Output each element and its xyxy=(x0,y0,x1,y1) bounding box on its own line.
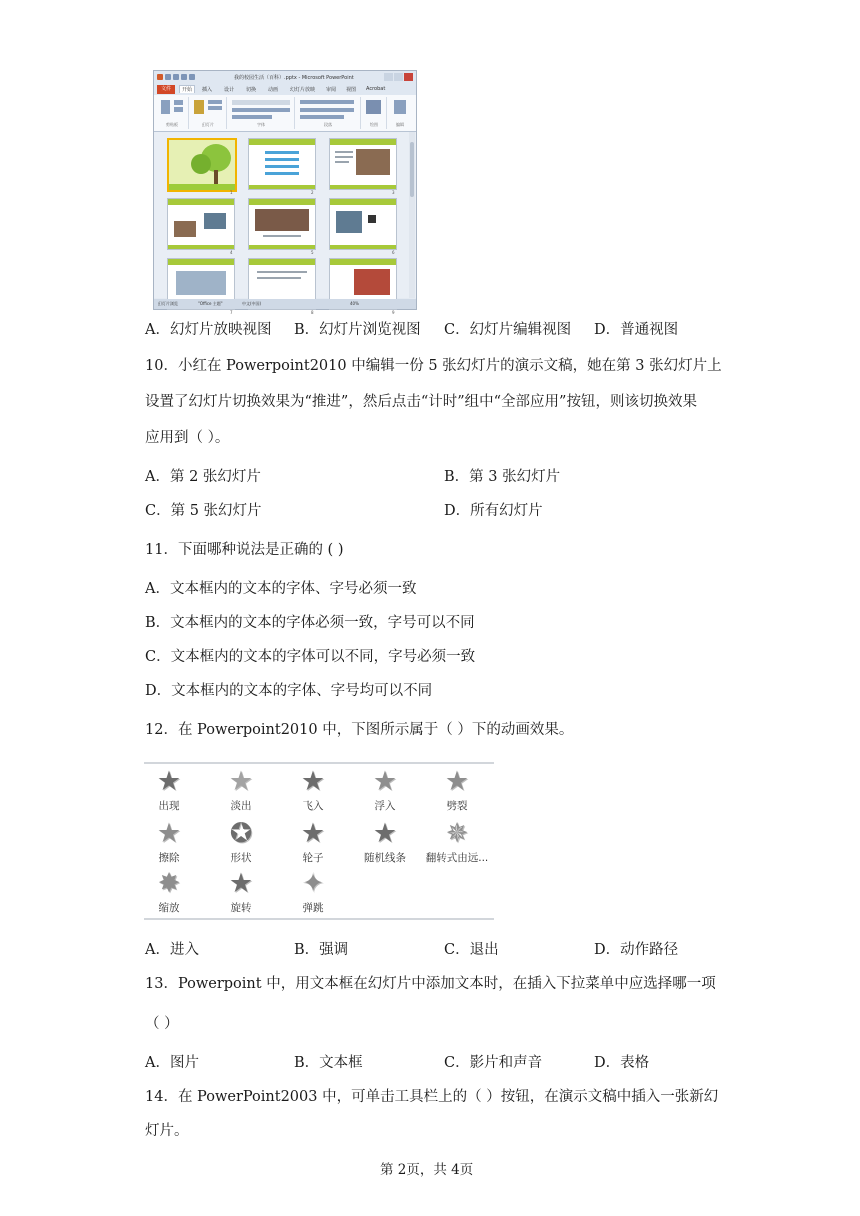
q13-option-a: A．图片 xyxy=(145,1055,199,1071)
q10-option-a: A．第 2 张幻灯片 xyxy=(145,469,261,485)
ppt-tab-slideshow: 幻灯片放映 xyxy=(290,87,316,93)
effect-random-bars: ★ 随机线条 xyxy=(350,820,420,870)
ppt-tab-design: 设计 xyxy=(224,87,235,93)
q14-stem-line2: 灯片。 xyxy=(145,1123,189,1139)
star-outline-icon: ✪ xyxy=(229,818,253,849)
star-icon: ★ xyxy=(372,818,398,849)
star-icon: ★ xyxy=(228,868,254,899)
effect-float-in: ★ 浮入 xyxy=(350,768,420,818)
q9-option-b: B．幻灯片浏览视图 xyxy=(294,322,421,338)
slide-thumbnail xyxy=(329,138,397,190)
q12-option-c: C．退出 xyxy=(444,942,499,958)
ribbon-group-slides: 幻灯片 xyxy=(190,97,227,129)
effect-appear: ★ 出现 xyxy=(134,768,204,818)
slide-thumbnail xyxy=(248,198,316,250)
ppt-tab-transition: 切换 xyxy=(246,87,257,93)
q10-option-b: B．第 3 张幻灯片 xyxy=(444,469,561,485)
ppt-tab-file: 文件 xyxy=(157,85,175,94)
star-icon: ★ xyxy=(156,818,182,849)
q13-stem-line2: （ ） xyxy=(145,1016,179,1032)
ppt-tab-review: 审阅 xyxy=(326,87,337,93)
maximize-icon xyxy=(394,73,403,81)
slide-thumbnail xyxy=(167,138,237,192)
ppt-title-bar xyxy=(154,71,416,84)
quick-access-toolbar xyxy=(157,74,207,81)
animation-effects-gallery xyxy=(144,762,494,920)
ribbon-group-font: 字体 xyxy=(228,97,295,129)
ribbon-group-clipboard: 剪贴板 xyxy=(156,97,189,129)
q10-option-c: C．第 5 张幻灯片 xyxy=(145,503,262,519)
q12-option-d: D．动作路径 xyxy=(594,942,679,958)
sparkle-star-icon: ✵ xyxy=(445,818,469,849)
ppt-tab-insert: 插入 xyxy=(202,87,213,93)
ppt-tab-animation: 动画 xyxy=(268,87,279,93)
q11-option-b: B．文本框内的文本的字体必须一致，字号可以不同 xyxy=(145,615,475,631)
minimize-icon xyxy=(384,73,393,81)
ribbon-group-editing: 编辑 xyxy=(388,97,412,129)
ppt-ribbon xyxy=(154,95,416,132)
vertical-scrollbar xyxy=(409,132,415,298)
star-icon: ★ xyxy=(444,766,470,797)
window-buttons xyxy=(383,73,413,83)
burst-star-icon: ✸ xyxy=(157,868,181,899)
ppt-status-bar: 幻灯片浏览 "Office 主题" 中文(中国) 40% xyxy=(154,299,416,309)
star-icon: ★ xyxy=(228,766,254,797)
q11-option-a: A．文本框内的文本的字体、字号必须一致 xyxy=(145,581,417,597)
bouncing-star-icon: ✦ xyxy=(301,868,325,899)
q9-option-d: D．普通视图 xyxy=(594,322,679,338)
effect-shape: ✪ 形状 xyxy=(206,820,276,870)
q13-option-d: D．表格 xyxy=(594,1055,650,1071)
q13-stem-line1: 13．Powerpoint 中，用文本框在幻灯片中添加文本时，在插入下拉菜单中应选择哪一项 xyxy=(145,976,716,992)
star-icon: ★ xyxy=(156,766,182,797)
q13-option-c: C．影片和声音 xyxy=(444,1055,543,1071)
q11-option-d: D．文本框内的文本的字体、字号均可以不同 xyxy=(145,683,433,699)
q10-stem-line2: 设置了幻灯片切换效果为“推进”，然后点击“计时”组中“全部应用”按钮，则该切换效果 xyxy=(145,394,697,410)
effect-wipe: ★ 擦除 xyxy=(134,820,204,870)
effect-bounce: ✦ 弹跳 xyxy=(278,870,348,920)
ppt-ribbon-tabs xyxy=(154,84,416,95)
q11-stem: 11．下面哪种说法是正确的 ( ) xyxy=(145,542,344,558)
ppt-tab-view: 视图 xyxy=(346,87,357,93)
powerpoint-screenshot xyxy=(153,70,417,315)
q9-option-a: A．幻灯片放映视图 xyxy=(145,322,272,338)
effect-wheel: ★ 轮子 xyxy=(278,820,348,870)
ppt-window-title: 我的校园生活（百科）.pptx - Microsoft PowerPoint xyxy=(234,75,354,81)
q11-option-c: C．文本框内的文本的字体可以不同，字号必须一致 xyxy=(145,649,476,665)
effect-fade: ★ 淡出 xyxy=(206,768,276,818)
star-icon: ★ xyxy=(372,766,398,797)
effect-split: ★ 劈裂 xyxy=(422,768,492,818)
effect-fly-in: ★ 飞入 xyxy=(278,768,348,818)
effect-zoom: ✸ 缩放 xyxy=(134,870,204,920)
star-icon: ★ xyxy=(300,818,326,849)
star-icon: ★ xyxy=(300,766,326,797)
ppt-tab-home: 开始 xyxy=(179,85,195,93)
q10-stem-line1: 10．小红在 Powerpoint2010 中编辑一份 5 张幻灯片的演示文稿，她在第 3 张幻灯片上 xyxy=(145,358,722,374)
ribbon-group-drawing: 绘图 xyxy=(362,97,387,129)
ppt-tab-acrobat: Acrobat xyxy=(366,86,386,92)
effect-swivel: ★ 旋转 xyxy=(206,870,276,920)
page-footer: 第 2页，共 4页 xyxy=(380,1162,474,1178)
q13-option-b: B．文本框 xyxy=(294,1055,363,1071)
slide-thumbnail xyxy=(167,198,235,250)
q14-stem-line1: 14．在 PowerPoint2003 中，可单击工具栏上的（ ）按钮，在演示文稿中插入一张新幻 xyxy=(145,1089,719,1105)
slide-thumbnail xyxy=(248,138,316,190)
close-icon xyxy=(404,73,413,81)
ribbon-group-paragraph: 段落 xyxy=(296,97,361,129)
q12-stem: 12．在 Powerpoint2010 中，下图所示属于（ ）下的动画效果。 xyxy=(145,722,574,738)
slide-sorter-area: 1 2 3 4 5 6 7 8 9 xyxy=(154,132,416,298)
q12-option-a: A．进入 xyxy=(145,942,199,958)
q10-option-d: D．所有幻灯片 xyxy=(444,503,543,519)
q9-option-c: C．幻灯片编辑视图 xyxy=(444,322,572,338)
q12-option-b: B．强调 xyxy=(294,942,349,958)
slide-thumbnail xyxy=(329,198,397,250)
effect-grow-turn: ✵ 翻转式由远... xyxy=(422,820,492,870)
q10-stem-line3: 应用到（ ）。 xyxy=(145,430,230,446)
